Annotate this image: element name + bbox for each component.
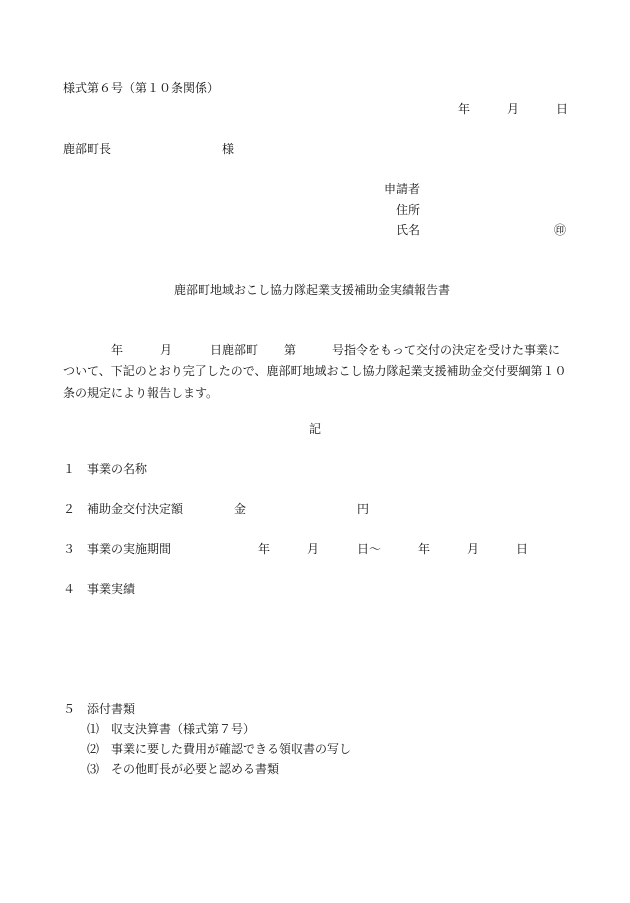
ref-year-label: 年 bbox=[111, 343, 124, 357]
ki-heading: 記 bbox=[309, 422, 322, 436]
amount-kin-label: 金 bbox=[234, 502, 247, 516]
item-number: ３ bbox=[63, 542, 76, 556]
applicant-name-label: 氏名 bbox=[396, 223, 421, 237]
ref-dai-label: 第 bbox=[284, 343, 297, 357]
period-end-month: 月 bbox=[467, 542, 480, 556]
period-start-year: 年 bbox=[258, 542, 271, 556]
period-start-day: 日～ bbox=[357, 542, 382, 556]
attachment-number: ⑵ bbox=[87, 742, 100, 756]
body-paragraph: ついて、下記のとおり完了したので、鹿部町地域おこし協力隊起業支援補助金交付要綱第１０条の規定により報告します。 bbox=[63, 364, 567, 400]
period-start-month: 月 bbox=[307, 542, 320, 556]
item-label: 事業の名称 bbox=[87, 462, 148, 476]
attachment-text: 収支決算書（様式第７号） bbox=[111, 722, 256, 736]
ref-day-label: 日鹿部町 bbox=[210, 343, 259, 357]
attachment-number: ⑶ bbox=[87, 762, 100, 776]
document-title: 鹿部町地域おこし協力隊起業支援補助金実績報告書 bbox=[174, 283, 451, 297]
item-label: 添付書類 bbox=[87, 702, 136, 716]
ref-go-text: 号指令をもって交付の決定を受けた事業に bbox=[332, 343, 561, 357]
applicant-label: 申請者 bbox=[384, 182, 421, 196]
attachment-number: ⑴ bbox=[87, 722, 100, 736]
ref-month-label: 月 bbox=[160, 343, 173, 357]
item-number: ４ bbox=[63, 582, 76, 596]
item-number: ２ bbox=[63, 502, 76, 516]
item-number: １ bbox=[63, 462, 76, 476]
date-day-label: 日 bbox=[556, 102, 569, 116]
item-label: 事業の実施期間 bbox=[87, 542, 172, 556]
item-label: 補助金交付決定額 bbox=[87, 502, 184, 516]
seal-mark: ㊞ bbox=[554, 223, 567, 237]
attachment-text: その他町長が必要と認める書類 bbox=[111, 762, 280, 776]
applicant-address-label: 住所 bbox=[396, 203, 421, 217]
item-label: 事業実績 bbox=[87, 582, 136, 596]
period-end-year: 年 bbox=[418, 542, 431, 556]
attachment-text: 事業に要した費用が確認できる領収書の写し bbox=[111, 742, 352, 756]
item-number: ５ bbox=[63, 702, 76, 716]
amount-en-label: 円 bbox=[357, 502, 370, 516]
date-year-label: 年 bbox=[458, 102, 471, 116]
addressee-name: 鹿部町長 bbox=[63, 142, 112, 156]
form-number: 様式第６号（第１０条関係） bbox=[63, 81, 220, 95]
addressee-honorific: 様 bbox=[222, 142, 235, 156]
period-end-day: 日 bbox=[516, 542, 529, 556]
date-month-label: 月 bbox=[507, 102, 520, 116]
